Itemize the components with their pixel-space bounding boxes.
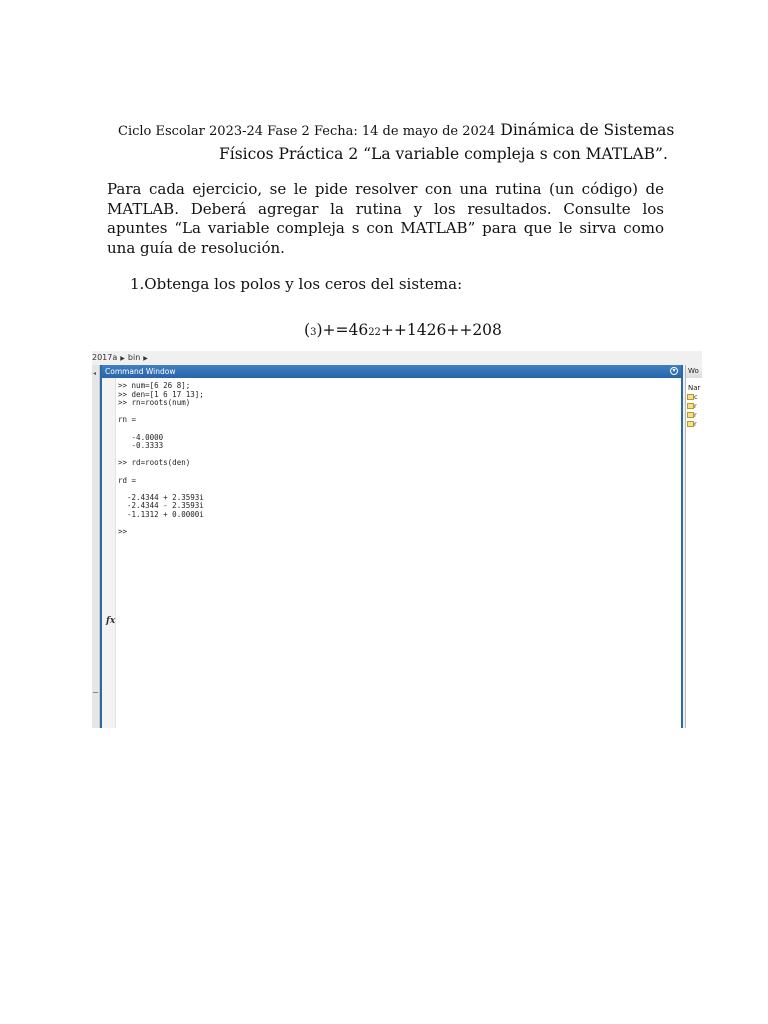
instructions-paragraph: Para cada ejercicio, se le pide resolver con una rutina (un código) de MATLAB. Deberá agregar la rutina y los resultados. Consulte los apuntes “La variable compleja s con MATLAB” para que le sirva como una guía de resolución. [107,180,664,257]
command-window-title: Command Window [105,367,176,376]
command-window[interactable] [100,365,683,728]
system-formula [304,321,502,339]
panel-expand-icon[interactable]: ◂ [93,370,97,377]
workspace-variable-row[interactable] [686,411,702,419]
variable-icon [687,412,694,418]
course-info: Ciclo Escolar 2023-24 Fase 2 Fecha: 14 de mayo de 2024 [118,124,496,139]
console-output[interactable]: >> num=[6 26 8]; >> den=[1 6 17 13]; >> rn=roots(num) rn = -4.0000 -0.3333 >> rd=roots(den) rd = -2.4344 + 2.3593i -2.4344 - 2.3593i -1.1312 + 0.0000i >> [118,381,204,537]
subject-title-part-1: Dinámica de Sistemas [500,121,675,139]
breadcrumb-item[interactable]: bin [127,353,141,362]
formula-part-b: )+=46 [316,321,369,339]
workspace-column-header[interactable]: Nar [688,384,701,392]
command-window-titlebar[interactable] [102,365,681,378]
fx-icon[interactable]: fx [106,616,116,626]
subject-title-part-2: Físicos Práctica 2 “La variable compleja s con MATLAB”. [219,145,668,163]
workspace-title[interactable]: Wo [686,365,702,378]
workspace-panel[interactable] [685,365,702,728]
variable-icon [687,421,694,427]
workspace-variable-row[interactable] [686,393,702,401]
workspace-variable-row[interactable] [686,402,702,410]
formula-part-c: ++1426++208 [380,321,502,339]
panel-divider-mark [93,692,98,693]
breadcrumb-item[interactable]: 2017a [92,353,118,362]
exercise-1-prompt: 1.Obtenga los polos y los ceros del sistema: [130,275,463,293]
variable-icon [687,394,694,400]
formula-subscript-1: 3 [310,327,317,338]
breadcrumb-arrow-icon: ▶ [120,355,125,362]
document-header-line-1 [118,120,675,139]
variable-icon [687,403,694,409]
workspace-variable-name: r [694,402,697,410]
breadcrumb-arrow-icon[interactable]: ▶ [143,355,148,362]
command-window-gutter [102,378,116,728]
workspace-variable-name: c [694,393,698,401]
workspace-variable-row[interactable] [686,420,702,428]
path-breadcrumb [92,353,151,362]
matlab-screenshot [92,351,702,728]
workspace-variable-name: r [694,420,697,428]
window-actions-icon[interactable]: ▾ [670,367,678,375]
formula-subscript-2: 22 [368,327,381,338]
workspace-variable-name: r [694,411,697,419]
left-panel-edge [92,365,100,728]
formula-part-a: ( [304,321,311,339]
